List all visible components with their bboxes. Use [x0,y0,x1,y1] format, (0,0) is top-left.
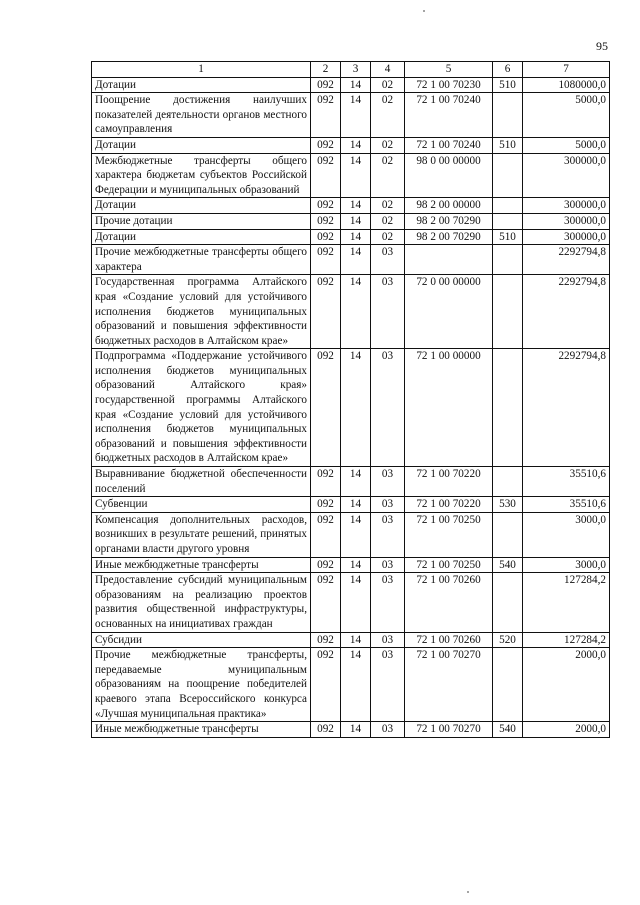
section-code-cell: 14 [341,198,371,214]
target-article-cell: 72 1 00 70270 [405,648,493,722]
item-name-cell: Дотации [92,229,311,245]
amount-cell: 300000,0 [523,213,610,229]
expense-type-cell [493,648,523,722]
ministry-code-cell: 092 [311,245,341,275]
subsection-code-cell: 03 [371,512,405,557]
amount-cell: 127284,2 [523,573,610,632]
amount-cell: 300000,0 [523,198,610,214]
subsection-code-cell: 02 [371,229,405,245]
item-name-cell: Иные межбюджетные трансферты [92,722,311,738]
table-row [92,137,610,153]
expense-type-cell [493,467,523,497]
table-row [92,275,610,349]
section-code-cell: 14 [341,153,371,198]
subsection-code-cell: 02 [371,153,405,198]
target-article-cell: 72 0 00 00000 [405,275,493,349]
target-article-cell: 98 0 00 00000 [405,153,493,198]
column-header: 1 [92,62,311,78]
ministry-code-cell: 092 [311,497,341,513]
target-article-cell: 72 1 00 70240 [405,137,493,153]
table-row [92,245,610,275]
column-header: 3 [341,62,371,78]
column-header: 7 [523,62,610,78]
subsection-code-cell: 03 [371,632,405,648]
section-code-cell: 14 [341,557,371,573]
item-name-cell: Компенсация дополнительных расходов, возникших в результате решений, принятых органами власти другого уровня [92,512,311,557]
table-row [92,229,610,245]
section-code-cell: 14 [341,573,371,632]
target-article-cell: 98 2 00 00000 [405,198,493,214]
item-name-cell: Прочие межбюджетные трансферты, передаваемые муниципальным образованиям на поощрение победителей краевого этапа Всероссийского конкурса «Лучшая муниципальная практика» [92,648,311,722]
table-row [92,213,610,229]
amount-cell: 5000,0 [523,93,610,138]
item-name-cell: Субвенции [92,497,311,513]
section-code-cell: 14 [341,213,371,229]
expense-type-cell [493,213,523,229]
expense-type-cell [493,153,523,198]
table-header [92,62,610,78]
section-code-cell: 14 [341,349,371,467]
section-code-cell: 14 [341,77,371,93]
amount-cell: 3000,0 [523,557,610,573]
item-name-cell: Прочие межбюджетные трансферты общего характера [92,245,311,275]
amount-cell: 2292794,8 [523,349,610,467]
target-article-cell: 72 1 00 00000 [405,349,493,467]
expense-type-cell [493,93,523,138]
ministry-code-cell: 092 [311,198,341,214]
section-code-cell: 14 [341,512,371,557]
table-row [92,349,610,467]
subsection-code-cell: 03 [371,648,405,722]
target-article-cell: 72 1 00 70220 [405,497,493,513]
subsection-code-cell: 02 [371,213,405,229]
table-body [92,77,610,737]
ministry-code-cell: 092 [311,77,341,93]
column-header: 4 [371,62,405,78]
subsection-code-cell: 03 [371,275,405,349]
amount-cell: 2292794,8 [523,275,610,349]
section-code-cell: 14 [341,229,371,245]
amount-cell: 35510,6 [523,467,610,497]
subsection-code-cell: 02 [371,198,405,214]
ministry-code-cell: 092 [311,349,341,467]
target-article-cell: 98 2 00 70290 [405,213,493,229]
subsection-code-cell: 02 [371,93,405,138]
section-code-cell: 14 [341,467,371,497]
table-row [92,648,610,722]
item-name-cell: Поощрение достижения наилучших показателей деятельности органов местного самоуправления [92,93,311,138]
expense-type-cell: 510 [493,77,523,93]
target-article-cell: 72 1 00 70240 [405,93,493,138]
target-article-cell: 72 1 00 70260 [405,573,493,632]
table-row [92,573,610,632]
expense-type-cell [493,198,523,214]
ministry-code-cell: 092 [311,93,341,138]
ministry-code-cell: 092 [311,573,341,632]
page-number: 95 [596,39,608,53]
target-article-cell: 72 1 00 70270 [405,722,493,738]
item-name-cell: Предоставление субсидий муниципальным образованиям на реализацию проектов развития общественной инфраструктуры, основанных на инициативах граждан [92,573,311,632]
section-code-cell: 14 [341,722,371,738]
amount-cell: 35510,6 [523,497,610,513]
item-name-cell: Субсидии [92,632,311,648]
target-article-cell: 72 1 00 70250 [405,512,493,557]
table-row [92,467,610,497]
expense-type-cell [493,245,523,275]
expense-type-cell: 540 [493,722,523,738]
section-code-cell: 14 [341,137,371,153]
item-name-cell: Подпрограмма «Поддержание устойчивого исполнения бюджетов муниципальных образований Алтайского края» государственной программы Алтайского края «Создание условий для устойчивого исполнения бюджетов муниципальных образований и повышения эффективности бюджетных расходов в Алтайском крае» [92,349,311,467]
subsection-code-cell: 03 [371,467,405,497]
table-row [92,198,610,214]
amount-cell: 1080000,0 [523,77,610,93]
subsection-code-cell: 02 [371,77,405,93]
item-name-cell: Выравнивание бюджетной обеспеченности поселений [92,467,311,497]
table-row [92,557,610,573]
section-code-cell: 14 [341,275,371,349]
table-row [92,93,610,138]
ministry-code-cell: 092 [311,275,341,349]
expense-type-cell [493,349,523,467]
scan-speck [467,891,469,893]
ministry-code-cell: 092 [311,557,341,573]
section-code-cell: 14 [341,93,371,138]
target-article-cell: 72 1 00 70220 [405,467,493,497]
subsection-code-cell: 03 [371,349,405,467]
table-row [92,77,610,93]
subsection-code-cell: 03 [371,245,405,275]
table-row [92,497,610,513]
target-article-cell [405,245,493,275]
expense-type-cell: 520 [493,632,523,648]
target-article-cell: 72 1 00 70230 [405,77,493,93]
item-name-cell: Иные межбюджетные трансферты [92,557,311,573]
expense-type-cell: 510 [493,229,523,245]
ministry-code-cell: 092 [311,153,341,198]
budget-table [91,61,610,738]
subsection-code-cell: 03 [371,557,405,573]
table-row [92,632,610,648]
scan-speck [423,10,425,12]
subsection-code-cell: 03 [371,722,405,738]
header-row [92,62,610,78]
amount-cell: 300000,0 [523,153,610,198]
amount-cell: 127284,2 [523,632,610,648]
ministry-code-cell: 092 [311,512,341,557]
amount-cell: 2000,0 [523,648,610,722]
amount-cell: 2292794,8 [523,245,610,275]
ministry-code-cell: 092 [311,137,341,153]
item-name-cell: Дотации [92,198,311,214]
expense-type-cell: 530 [493,497,523,513]
amount-cell: 2000,0 [523,722,610,738]
column-header: 6 [493,62,523,78]
ministry-code-cell: 092 [311,213,341,229]
table-row [92,512,610,557]
target-article-cell: 72 1 00 70250 [405,557,493,573]
expense-type-cell [493,275,523,349]
item-name-cell: Межбюджетные трансферты общего характера бюджетам субъектов Российской Федерации и муниципальных образований [92,153,311,198]
table-row [92,722,610,738]
ministry-code-cell: 092 [311,648,341,722]
subsection-code-cell: 03 [371,573,405,632]
column-header: 2 [311,62,341,78]
section-code-cell: 14 [341,245,371,275]
ministry-code-cell: 092 [311,229,341,245]
amount-cell: 3000,0 [523,512,610,557]
subsection-code-cell: 03 [371,497,405,513]
table-row [92,153,610,198]
section-code-cell: 14 [341,497,371,513]
section-code-cell: 14 [341,632,371,648]
ministry-code-cell: 092 [311,632,341,648]
expense-type-cell: 510 [493,137,523,153]
section-code-cell: 14 [341,648,371,722]
item-name-cell: Дотации [92,77,311,93]
subsection-code-cell: 02 [371,137,405,153]
item-name-cell: Прочие дотации [92,213,311,229]
expense-type-cell: 540 [493,557,523,573]
target-article-cell: 98 2 00 70290 [405,229,493,245]
ministry-code-cell: 092 [311,722,341,738]
expense-type-cell [493,512,523,557]
target-article-cell: 72 1 00 70260 [405,632,493,648]
item-name-cell: Государственная программа Алтайского края «Создание условий для устойчивого исполнения бюджетов муниципальных образований и повышения эффективности бюджетных расходов в Алтайском крае» [92,275,311,349]
column-header: 5 [405,62,493,78]
item-name-cell: Дотации [92,137,311,153]
expense-type-cell [493,573,523,632]
amount-cell: 5000,0 [523,137,610,153]
amount-cell: 300000,0 [523,229,610,245]
ministry-code-cell: 092 [311,467,341,497]
